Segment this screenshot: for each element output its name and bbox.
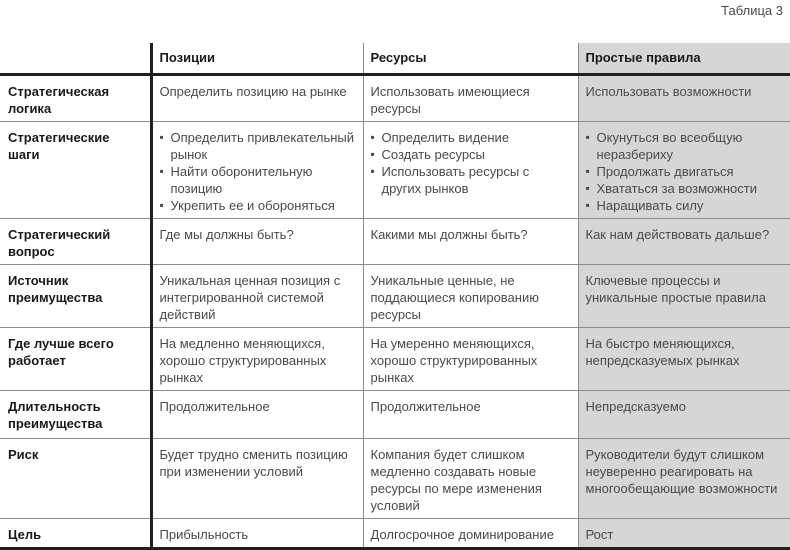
cell-resources: Компания будет слишком медленно создавать новые ресурсы по мере изменения условий [363, 438, 578, 518]
bullet-item: ▪ Наращивать силу [586, 197, 785, 214]
table-row [0, 121, 790, 218]
column-header-resources: Ресурсы [363, 43, 578, 74]
table-row [0, 74, 790, 121]
cell-resources: Долгосрочное доминирование [363, 518, 578, 548]
cell-positions: Продолжительное [151, 390, 363, 438]
row-label: Длительность преимущества [0, 390, 151, 438]
row-label: Цель [0, 518, 151, 548]
header-row [0, 43, 790, 74]
cell-simple-rules: Использовать возможности [578, 74, 790, 121]
cell-positions: Прибыльность [151, 518, 363, 548]
bullet-list [371, 129, 572, 197]
cell-simple-rules: Ключевые процессы и уникальные простые правила [578, 264, 790, 327]
bullet-item: ▪ Определить привлекательный рынок [160, 129, 357, 163]
table-row [0, 218, 790, 264]
cell-resources: Какими мы должны быть? [363, 218, 578, 264]
cell-simple-rules: Как нам действовать дальше? [578, 218, 790, 264]
bullet-item: ▪ Укрепить ее и обороняться [160, 197, 357, 214]
bullet-item: ▪ Окунуться во всеобщую неразбериху [586, 129, 785, 163]
cell-simple-rules: Рост [578, 518, 790, 548]
bullet-item: ▪ Определить видение [371, 129, 572, 146]
bullet-item: ▪ Найти оборонительную позицию [160, 163, 357, 197]
table-caption: Таблица 3 [721, 3, 783, 18]
bullet-list [586, 129, 785, 214]
bullet-item: ▪ Хвататься за возможности [586, 180, 785, 197]
cell-resources: Использовать имеющиеся ресурсы [363, 74, 578, 121]
bullet-item: ▪ Использовать ресурсы с других рынков [371, 163, 572, 197]
cell-positions [151, 121, 363, 218]
cell-resources: На умеренно меняющихся, хорошо структурированных рынках [363, 327, 578, 390]
cell-positions: Где мы должны быть? [151, 218, 363, 264]
cell-resources: Уникальные ценные, не поддающиеся копированию ресурсы [363, 264, 578, 327]
bullet-list [160, 129, 357, 214]
table-row [0, 327, 790, 390]
cell-simple-rules: Непредсказуемо [578, 390, 790, 438]
row-label: Источник преимущества [0, 264, 151, 327]
cell-simple-rules: Руководители будут слишком неуверенно реагировать на многообещающие возможности [578, 438, 790, 518]
table-row [0, 438, 790, 518]
cell-simple-rules [578, 121, 790, 218]
cell-positions: Уникальная ценная позиция с интегрированной системой действий [151, 264, 363, 327]
table-body [0, 74, 790, 548]
row-label: Где лучше всего работает [0, 327, 151, 390]
cell-positions: Будет трудно сменить позицию при изменении условий [151, 438, 363, 518]
row-label: Стратегические шаги [0, 121, 151, 218]
cell-resources [363, 121, 578, 218]
cell-positions: Определить позицию на рынке [151, 74, 363, 121]
cell-positions: На медленно меняющихся, хорошо структурированных рынках [151, 327, 363, 390]
table-row [0, 390, 790, 438]
table-row [0, 264, 790, 327]
cell-resources: Продолжительное [363, 390, 578, 438]
corner-cell [0, 43, 151, 74]
row-label: Стратегическая логика [0, 74, 151, 121]
bullet-item: ▪ Создать ресурсы [371, 146, 572, 163]
strategy-comparison-table [0, 43, 790, 550]
table-row [0, 518, 790, 548]
row-label: Риск [0, 438, 151, 518]
bullet-item: ▪ Продолжать двигаться [586, 163, 785, 180]
row-label: Стратегический вопрос [0, 218, 151, 264]
cell-simple-rules: На быстро меняющихся, непредсказуемых рынках [578, 327, 790, 390]
column-header-simple-rules: Простые правила [578, 43, 790, 74]
column-header-positions: Позиции [151, 43, 363, 74]
